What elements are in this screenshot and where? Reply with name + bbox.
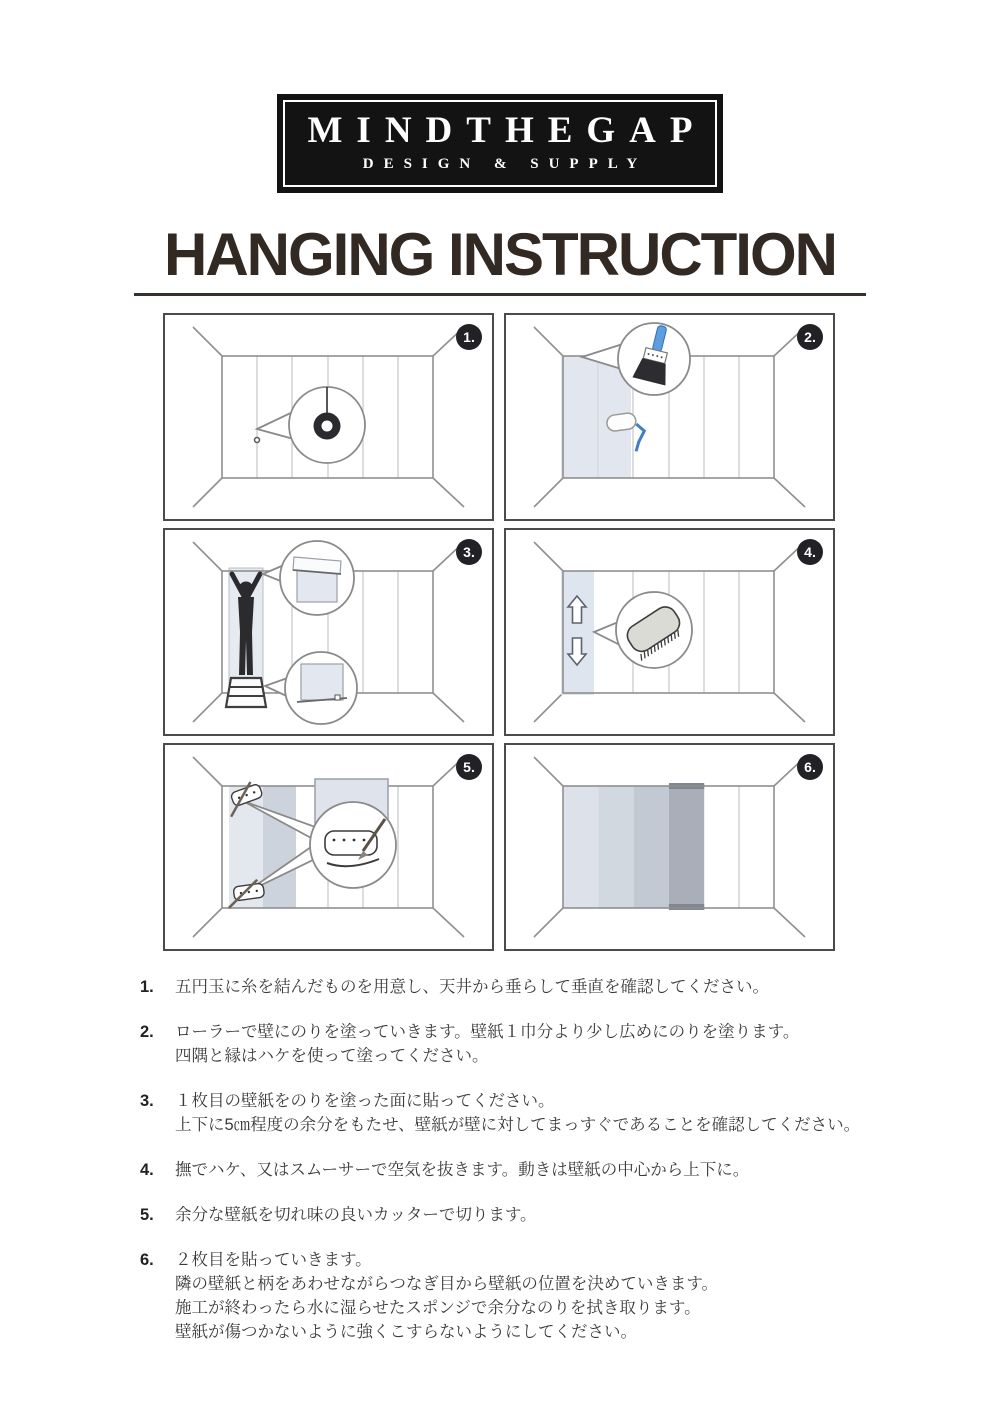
instruction-step-1 <box>140 975 882 999</box>
step-6-illustration <box>504 743 835 951</box>
step-line: 撫でハケ、又はスムーサーで空気を抜きます。動きは壁紙の中心から上下に。 <box>175 1160 750 1179</box>
step-5-badge-number: 5. <box>463 758 475 775</box>
instruction-step-4 <box>140 1158 882 1182</box>
step-5-illustration <box>163 743 494 951</box>
nail-dot <box>255 437 260 442</box>
strip-two <box>598 786 633 908</box>
step-3-illustration <box>163 528 494 736</box>
strip-two <box>263 786 296 908</box>
instruction-list <box>140 975 882 1344</box>
title-block <box>134 220 866 296</box>
instruction-step-2 <box>140 1020 882 1068</box>
step-line: ローラーで壁にのりを塗っていきます。壁紙１巾分より少し広めにのりを塗ります。 <box>175 1022 800 1041</box>
step-text <box>175 1020 882 1068</box>
coin-hole <box>322 420 333 431</box>
step-text <box>175 975 882 999</box>
brand-tagline: DESIGN & SUPPLY <box>362 155 648 172</box>
step-2-badge-number: 2. <box>804 328 816 345</box>
step-text <box>175 1158 882 1182</box>
hung-strip <box>561 571 594 695</box>
step-line: 上下に5㎝程度の余分をもたせ、壁紙が壁に対してまっすぐであることを確認してください。 <box>175 1115 861 1134</box>
step-2-illustration <box>504 313 835 521</box>
step-ladder-icon <box>226 678 266 707</box>
page-title: HANGING INSTRUCTION <box>164 220 836 288</box>
step-line: 余分な壁紙を切れ味の良いカッターで切ります。 <box>175 1205 537 1224</box>
strip-four-bottom-edge <box>669 904 704 910</box>
step-line: 壁紙が傷つかないように強くこすらないようにしてください。 <box>175 1322 637 1341</box>
step-4-illustration <box>504 528 835 736</box>
step-1-illustration <box>163 313 494 521</box>
instruction-step-5 <box>140 1203 882 1227</box>
brand-logo-inner <box>283 100 717 187</box>
illustration-grid <box>163 313 1000 951</box>
instruction-step-3 <box>140 1089 882 1137</box>
step-number: 6. <box>140 1250 154 1269</box>
step-line: １枚目の壁紙をのりを塗った面に貼ってください。 <box>175 1091 555 1110</box>
step-line: 四隅と縁はハケを使って塗ってください。 <box>175 1046 489 1065</box>
step-4-badge-number: 4. <box>804 543 816 560</box>
step-1-badge-number: 1. <box>463 328 475 345</box>
brand-name: MINDTHEGAP <box>307 110 707 151</box>
instruction-step-6 <box>140 1248 882 1344</box>
step-text <box>175 1089 882 1137</box>
step-number: 1. <box>140 977 154 996</box>
step-6-badge-number: 6. <box>804 758 816 775</box>
step-line: 施工が終わったら水に湿らせたスポンジで余分なのりを拭き取ります。 <box>175 1298 701 1317</box>
ceiling-overlap-detail <box>293 557 341 602</box>
step-number: 2. <box>140 1022 154 1041</box>
step-number: 4. <box>140 1160 154 1179</box>
step-line: 五円玉に糸を結んだものを用意し、天井から垂らして垂直を確認してください。 <box>175 977 769 996</box>
strip-one <box>563 786 598 908</box>
step-line: ２枚目を貼っていきます。 <box>175 1250 372 1269</box>
brand-logo <box>277 94 723 193</box>
logo-wrap <box>0 0 1000 193</box>
step-text <box>175 1248 882 1344</box>
step-text <box>175 1203 882 1227</box>
step-number: 3. <box>140 1091 154 1110</box>
strip-three <box>634 786 669 908</box>
floor-overlap-detail <box>297 664 347 702</box>
title-underline <box>134 293 866 296</box>
step-number: 5. <box>140 1205 154 1224</box>
step-3-badge-number: 3. <box>463 543 475 560</box>
strip-four <box>669 784 704 910</box>
step-line: 隣の壁紙と柄をあわせながらつなぎ目から壁紙の位置を決めていきます。 <box>175 1274 719 1293</box>
